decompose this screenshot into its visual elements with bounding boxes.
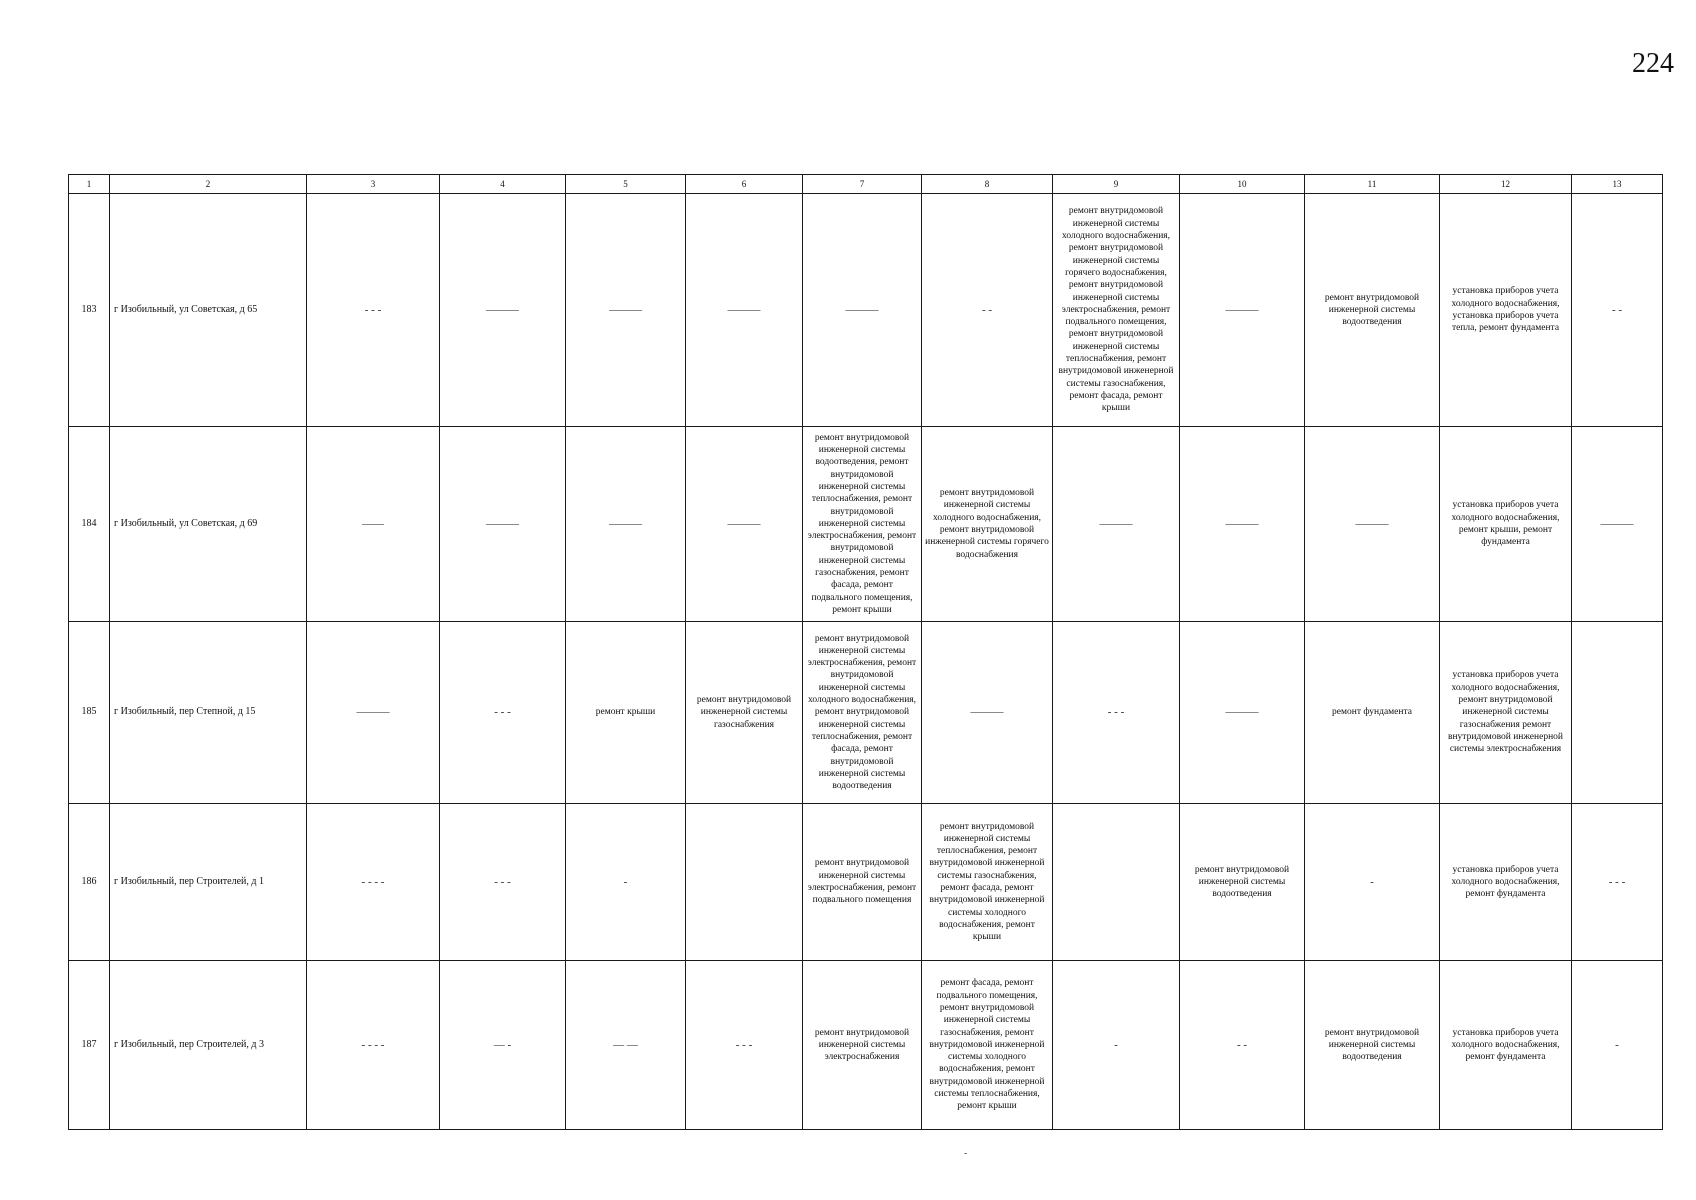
table-cell: - - -	[686, 961, 803, 1130]
column-header: 5	[566, 175, 686, 194]
table-cell: установка приборов учета холодного водоснабжения, установка приборов учета тепла, ремонт фундамента	[1440, 194, 1572, 427]
column-header: 2	[110, 175, 307, 194]
table-cell: ———	[1180, 622, 1305, 804]
table-cell: - -	[1180, 961, 1305, 1130]
column-number-row	[69, 175, 1663, 194]
table-row	[69, 427, 1663, 622]
table-cell: ———	[922, 622, 1053, 804]
table-cell: ремонт внутридомовой инженерной системы водоотведения, ремонт внутридомовой инженерной системы теплоснабжения, ремонт внутридомовой инженерной системы электроснабжения, ремонт внутридомовой инженерной системы газоснабжения, ремонт фасада, ремонт подвального помещения, ремонт крыши	[803, 427, 922, 622]
table-row	[69, 804, 1663, 961]
row-number: 187	[69, 961, 110, 1130]
repair-schedule-table	[68, 174, 1663, 1130]
table-cell: ———	[1572, 427, 1663, 622]
table-cell: ремонт фундамента	[1305, 622, 1440, 804]
address-cell: г Изобильный, пер Строителей, д 3	[110, 961, 307, 1130]
column-header: 4	[440, 175, 566, 194]
table-cell: — -	[440, 961, 566, 1130]
column-header: 13	[1572, 175, 1663, 194]
table-cell	[686, 804, 803, 961]
table-cell: ——	[307, 427, 440, 622]
table-cell: ремонт внутридомовой инженерной системы водоотведения	[1180, 804, 1305, 961]
table-cell: ремонт внутридомовой инженерной системы газоснабжения	[686, 622, 803, 804]
table-cell: ремонт фасада, ремонт подвального помещения, ремонт внутридомовой инженерной системы газоснабжения, ремонт внутридомовой инженерной системы холодного водоснабжения, ремонт внутридомовой инженерной системы теплоснабжения, ремонт крыши	[922, 961, 1053, 1130]
table-cell: установка приборов учета холодного водоснабжения, ремонт внутридомовой инженерной системы газоснабжения ремонт внутридомовой инженерной системы электроснабжения	[1440, 622, 1572, 804]
page-number: 224	[1632, 48, 1674, 79]
table-cell: ———	[1180, 427, 1305, 622]
table-cell: - - -	[1572, 804, 1663, 961]
address-cell: г Изобильный, ул Советская, д 65	[110, 194, 307, 427]
table-cell: - -	[1572, 194, 1663, 427]
table-cell: ремонт внутридомовой инженерной системы холодного водоснабжения, ремонт внутридомовой инженерной системы горячего водоснабжения, ремонт внутридомовой инженерной системы электроснабжения, ремонт подвального помещения, ремонт внутридомовой инженерной системы теплоснабжения, ремонт внутридомовой инженерной системы газоснабжения, ремонт фасада, ремонт крыши	[1053, 194, 1180, 427]
row-number: 185	[69, 622, 110, 804]
table-cell: установка приборов учета холодного водоснабжения, ремонт крыши, ремонт фундамента	[1440, 427, 1572, 622]
table-cell: ———	[1180, 194, 1305, 427]
table-cell: - - - -	[307, 961, 440, 1130]
table-cell: - - -	[440, 804, 566, 961]
column-header: 6	[686, 175, 803, 194]
column-header: 8	[922, 175, 1053, 194]
table-cell: установка приборов учета холодного водоснабжения, ремонт фундамента	[1440, 961, 1572, 1130]
table-cell: ———	[1053, 427, 1180, 622]
table-cell: ремонт внутридомовой инженерной системы электроснабжения, ремонт подвального помещения	[803, 804, 922, 961]
table-cell: - - - -	[307, 804, 440, 961]
table-cell: - - -	[440, 622, 566, 804]
table-cell: ремонт внутридомовой инженерной системы теплоснабжения, ремонт внутридомовой инженерной системы газоснабжения, ремонт фасада, ремонт внутридомовой инженерной системы холодного водоснабжения, ремонт крыши	[922, 804, 1053, 961]
row-number: 186	[69, 804, 110, 961]
column-header: 7	[803, 175, 922, 194]
table-cell: -	[566, 804, 686, 961]
scan-mark: -	[964, 1148, 968, 1159]
table-cell: ремонт внутридомовой инженерной системы водоотведения	[1305, 961, 1440, 1130]
table-cell: ———	[440, 427, 566, 622]
address-cell: г Изобильный, ул Советская, д 69	[110, 427, 307, 622]
column-header: 3	[307, 175, 440, 194]
column-header: 9	[1053, 175, 1180, 194]
table-cell: ремонт внутридомовой инженерной системы водоотведения	[1305, 194, 1440, 427]
table-cell: ———	[686, 427, 803, 622]
table-cell: ———	[1305, 427, 1440, 622]
table-cell: ———	[686, 194, 803, 427]
table-row	[69, 622, 1663, 804]
table-cell: - - -	[1053, 622, 1180, 804]
table-cell: ———	[440, 194, 566, 427]
table-cell: -	[1305, 804, 1440, 961]
table-row	[69, 194, 1663, 427]
table-cell: установка приборов учета холодного водоснабжения, ремонт фундамента	[1440, 804, 1572, 961]
row-number: 184	[69, 427, 110, 622]
column-header: 11	[1305, 175, 1440, 194]
table-cell: - -	[922, 194, 1053, 427]
table-row	[69, 961, 1663, 1130]
table-cell: ремонт внутридомовой инженерной системы холодного водоснабжения, ремонт внутридомовой инженерной системы горячего водоснабжения	[922, 427, 1053, 622]
column-header: 10	[1180, 175, 1305, 194]
table-cell: ———	[566, 427, 686, 622]
table-cell: -	[1572, 961, 1663, 1130]
address-cell: г Изобильный, пер Строителей, д 1	[110, 804, 307, 961]
table-cell: - - -	[307, 194, 440, 427]
table-cell	[1572, 622, 1663, 804]
table-cell: ремонт внутридомовой инженерной системы электроснабжения, ремонт внутридомовой инженерной системы холодного водоснабжения, ремонт внутридомовой инженерной системы теплоснабжения, ремонт фасада, ремонт внутридомовой инженерной системы водоотведения	[803, 622, 922, 804]
table-cell: ———	[803, 194, 922, 427]
row-number: 183	[69, 194, 110, 427]
column-header: 1	[69, 175, 110, 194]
column-header: 12	[1440, 175, 1572, 194]
table-cell: ремонт внутридомовой инженерной системы электроснабжения	[803, 961, 922, 1130]
address-cell: г Изобильный, пер Степной, д 15	[110, 622, 307, 804]
table-cell: -	[1053, 961, 1180, 1130]
table-cell: ———	[566, 194, 686, 427]
table-cell: ———	[307, 622, 440, 804]
table-cell: — —	[566, 961, 686, 1130]
table-cell: ремонт крыши	[566, 622, 686, 804]
table-cell	[1053, 804, 1180, 961]
